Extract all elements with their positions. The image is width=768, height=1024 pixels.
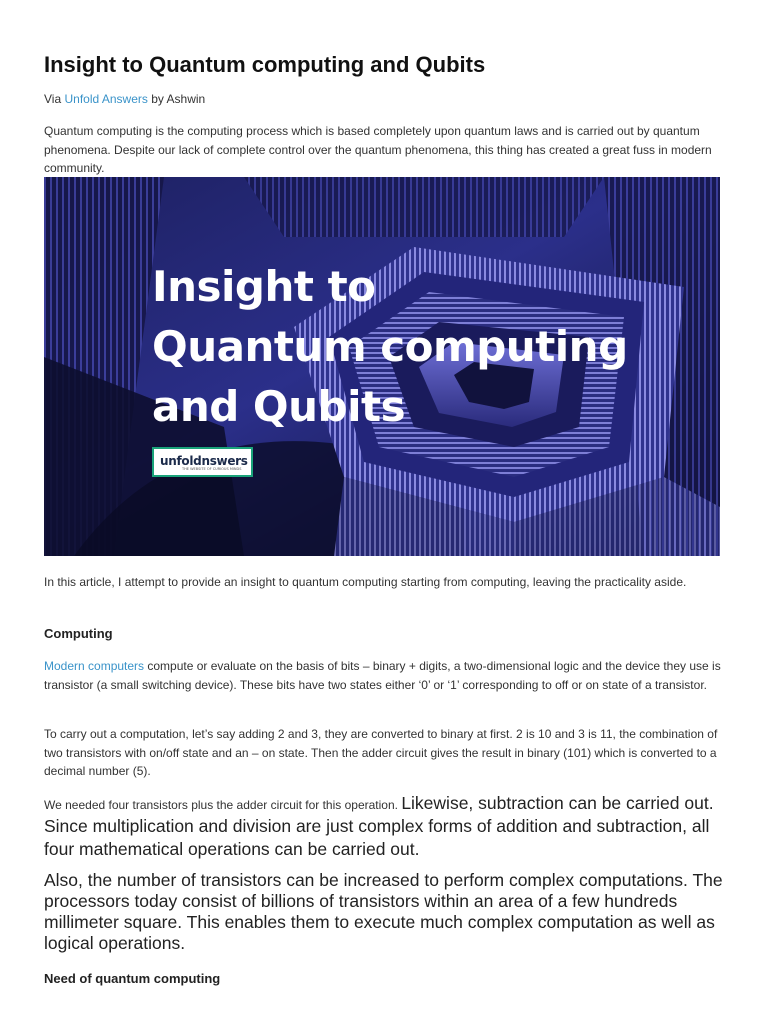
byline <box>44 92 205 106</box>
four-transistors-large-text: Likewise, subtraction can be carried out. Since multiplication and division are just complex forms of addition and subtraction, all four mathematical operations can be carried out. <box>44 793 714 859</box>
byline-author: by Ashwin <box>151 92 206 106</box>
unfold-answers-logo <box>152 447 253 477</box>
section-heading-need-of-quantum-computing: Need of quantum computing <box>44 971 221 986</box>
four-transistors-small-text: We needed four transistors plus the adder circuit for this operation. <box>44 798 398 812</box>
four-transistors-paragraph <box>44 793 724 862</box>
page-title: Insight to Quantum computing and Qubits <box>44 52 486 77</box>
hero-image <box>44 177 720 556</box>
logo-wordmark: unfoldnswers <box>160 454 248 468</box>
section-heading-computing: Computing <box>44 626 113 641</box>
article-intro-paragraph: In this article, I attempt to provide an insight to quantum computing starting from computing, leaving the practicality aside. <box>44 575 687 589</box>
source-link[interactable]: Unfold Answers <box>64 92 148 106</box>
modern-computers-link[interactable]: Modern computers <box>44 659 145 673</box>
computing-paragraph-text: compute or evaluate on the basis of bits – binary + digits, a two-dimensional logic and the device they use is transistor (a small switching device). These bits have two states either ‘0’ or ‘1’ corresponding to off or on state of a transistor. <box>44 659 721 692</box>
computing-paragraph <box>44 657 724 694</box>
hero-title-line-1: Insight to <box>152 262 376 311</box>
hero-title <box>152 257 632 437</box>
addition-paragraph: To carry out a computation, let’s say adding 2 and 3, they are converted to binary at first. 2 is 10 and 3 is 11, the combination of two transistors with on/off state and an – on state. Then the adder circuit gives the result in binary (101) which is converted to a decimal number (5). <box>44 727 718 778</box>
byline-via: Via <box>44 92 62 106</box>
transistors-paragraph: Also, the number of transistors can be increased to perform complex computations. The processors today consist of billions of transistors within an area of a few hundreds millimeter square. This enables them to execute much complex computation as well as logical operations. <box>44 870 723 953</box>
logo-tagline: THE WEBSITE OF CURIOUS MINDS <box>182 467 242 471</box>
intro-paragraph: Quantum computing is the computing process which is based completely upon quantum laws and is carried out by quantum phenomena. Despite our lack of complete control over the quantum phenomena, this thing has created a great fuss in modern community. <box>44 124 712 175</box>
hero-title-line-2: Quantum computing <box>152 322 628 371</box>
hero-title-line-3: and Qubits <box>152 382 406 431</box>
